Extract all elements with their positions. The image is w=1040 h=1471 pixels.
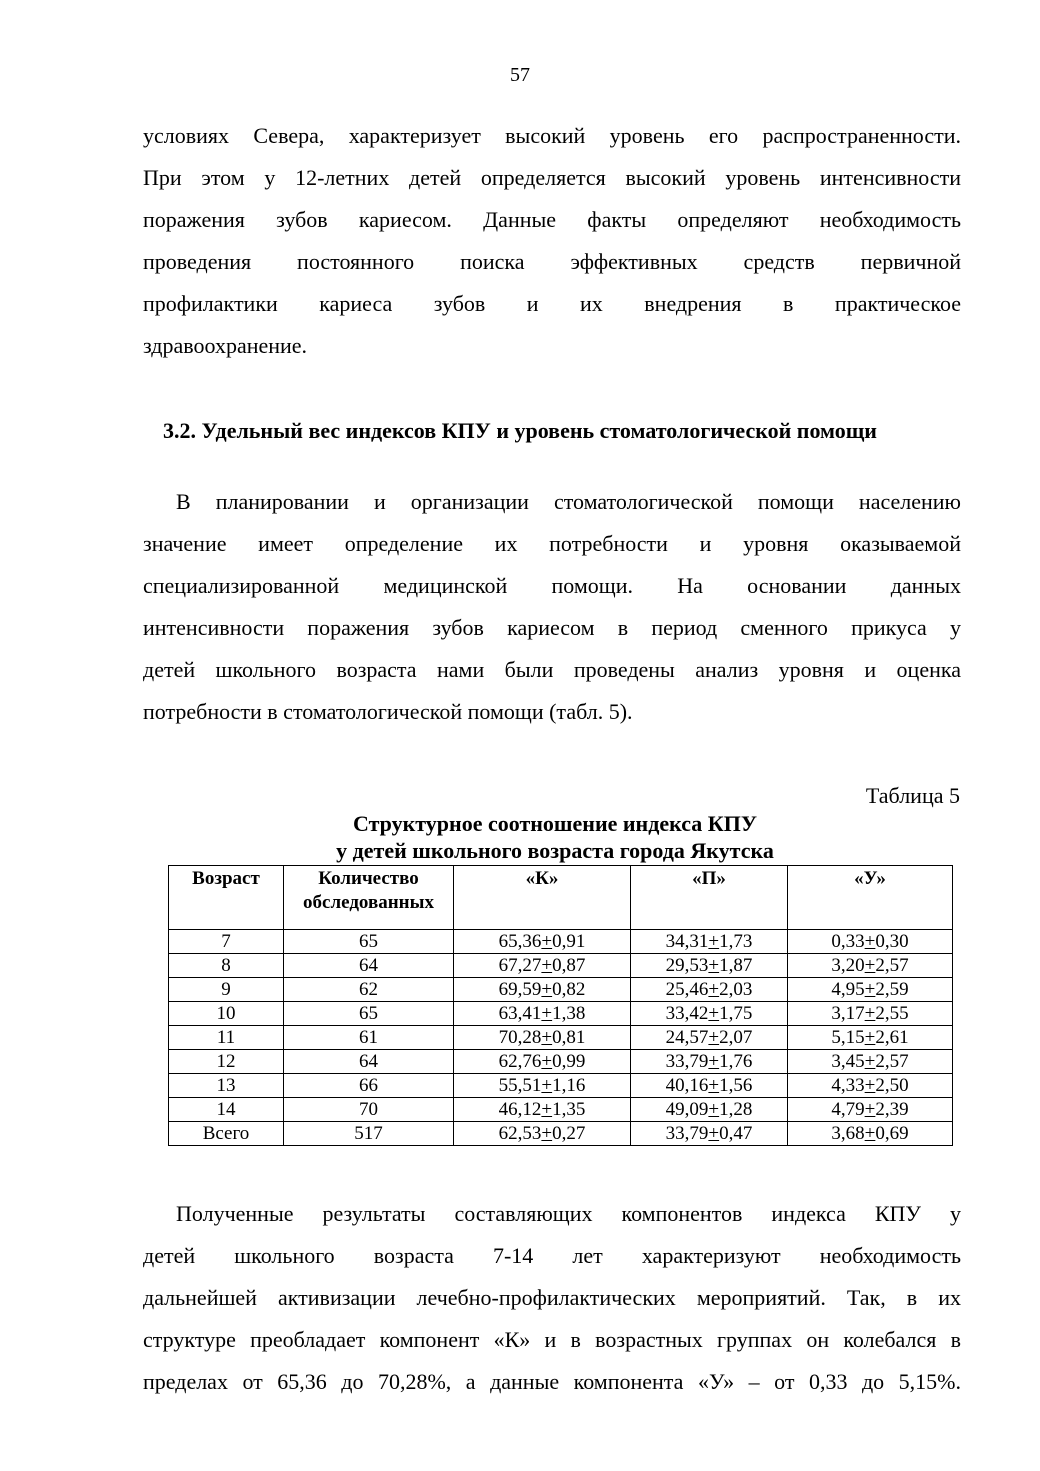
mean-value: 67,27 [498, 955, 542, 976]
plus-minus-sign: + [541, 1099, 553, 1120]
error-value: 2,61 [875, 1027, 909, 1048]
cell-k [454, 1122, 631, 1146]
text-line: детей школьного возраста 7-14 лет характеризуют необходимость [143, 1243, 961, 1268]
error-value: 1,76 [719, 1051, 753, 1072]
mean-value: 5,15 [831, 1027, 865, 1048]
section-heading: 3.2. Удельный вес индексов КПУ и уровень стоматологической помощи [163, 418, 877, 443]
cell-count: 517 [284, 1122, 454, 1146]
mean-value: 4,95 [831, 979, 865, 1000]
cell-u [788, 1050, 953, 1074]
error-value: 0,82 [552, 979, 586, 1000]
mean-value: 62,53 [498, 1123, 542, 1144]
error-value: 1,16 [552, 1075, 586, 1096]
table-title-line: у детей школьного возраста города Якутска [336, 838, 774, 863]
paragraph-1 [143, 121, 961, 373]
table-title-line: Структурное соотношение индекса КПУ [352, 811, 757, 836]
plus-minus-sign: + [541, 931, 553, 952]
error-value: 1,73 [719, 931, 753, 952]
mean-value: 3,45 [831, 1051, 865, 1072]
mean-value: 24,57 [665, 1027, 709, 1048]
mean-value: 0,33 [831, 931, 865, 952]
cell-u [788, 1002, 953, 1026]
plus-minus-sign: + [541, 1003, 553, 1024]
text-line: условиях Севера, характеризует высокий уровень его распространенности. [143, 123, 961, 148]
cell-k [454, 1050, 631, 1074]
plus-minus-sign: + [708, 979, 720, 1000]
text-line: проведения постоянного поиска эффективных средств первичной [143, 249, 961, 274]
mean-value: 40,16 [665, 1075, 709, 1096]
mean-value: 4,79 [831, 1099, 865, 1120]
cell-p [631, 1002, 788, 1026]
text-line: профилактики кариеса зубов и их внедрения в практическое [143, 291, 961, 316]
kpu-table [168, 865, 953, 1146]
cell-u [788, 930, 953, 954]
text-line: пределах от 65,36 до 70,28%, а данные компонента «У» – от 0,33 до 5,15%. [143, 1369, 961, 1394]
plus-minus-sign: + [541, 1027, 553, 1048]
mean-value: 46,12 [498, 1099, 542, 1120]
text-line: значение имеет определение их потребности и уровня оказываемой [143, 531, 961, 556]
cell-k [454, 1074, 631, 1098]
cell-u [788, 1098, 953, 1122]
plus-minus-sign: + [864, 1123, 876, 1144]
cell-u [788, 1074, 953, 1098]
mean-value: 33,79 [665, 1123, 709, 1144]
error-value: 0,87 [552, 955, 586, 976]
mean-value: 3,17 [831, 1003, 865, 1024]
plus-minus-sign: + [864, 979, 876, 1000]
plus-minus-sign: + [864, 1003, 876, 1024]
plus-minus-sign: + [708, 1075, 720, 1096]
error-value: 2,50 [875, 1075, 909, 1096]
cell-count: 65 [284, 930, 454, 954]
cell-k [454, 1002, 631, 1026]
text-line: здравоохранение. [143, 333, 308, 358]
mean-value: 33,42 [665, 1003, 709, 1024]
cell-count: 64 [284, 1050, 454, 1074]
header-age: Возраст [169, 866, 284, 930]
plus-minus-sign: + [708, 955, 720, 976]
text-line: детей школьного возраста нами были проведены анализ уровня и оценка [143, 657, 961, 682]
cell-k [454, 930, 631, 954]
plus-minus-sign: + [541, 1075, 553, 1096]
error-value: 0,27 [552, 1123, 586, 1144]
plus-minus-sign: + [864, 1051, 876, 1072]
error-value: 0,47 [719, 1123, 753, 1144]
cell-age: Всего [169, 1122, 284, 1146]
table-row [169, 930, 953, 954]
error-value: 2,57 [875, 1051, 909, 1072]
text-line: структуре преобладает компонент «К» и в возрастных группах он колебался в [143, 1327, 961, 1352]
paragraph-2 [143, 487, 961, 739]
mean-value: 65,36 [498, 931, 542, 952]
mean-value: 63,41 [498, 1003, 542, 1024]
error-value: 1,28 [719, 1099, 753, 1120]
error-value: 1,35 [552, 1099, 586, 1120]
cell-count: 61 [284, 1026, 454, 1050]
text-line: Полученные результаты составляющих компонентов индекса КПУ у [176, 1201, 961, 1226]
plus-minus-sign: + [541, 1123, 553, 1144]
error-value: 2,59 [875, 979, 909, 1000]
cell-count: 65 [284, 1002, 454, 1026]
cell-p [631, 1050, 788, 1074]
mean-value: 25,46 [665, 979, 709, 1000]
text-line: специализированной медицинской помощи. На основании данных [143, 573, 961, 598]
table-row [169, 954, 953, 978]
cell-k [454, 1098, 631, 1122]
plus-minus-sign: + [541, 955, 553, 976]
cell-age: 8 [169, 954, 284, 978]
mean-value: 33,79 [665, 1051, 709, 1072]
error-value: 1,75 [719, 1003, 753, 1024]
mean-value: 70,28 [498, 1027, 542, 1048]
error-value: 2,03 [719, 979, 753, 1000]
table-row [169, 1122, 953, 1146]
cell-count: 70 [284, 1098, 454, 1122]
mean-value: 49,09 [665, 1099, 709, 1120]
cell-k [454, 954, 631, 978]
cell-p [631, 930, 788, 954]
text-line: дальнейшей активизации лечебно-профилактических мероприятий. Так, в их [143, 1285, 961, 1310]
mean-value: 4,33 [831, 1075, 865, 1096]
error-value: 0,81 [552, 1027, 586, 1048]
plus-minus-sign: + [864, 955, 876, 976]
cell-age: 11 [169, 1026, 284, 1050]
cell-age: 13 [169, 1074, 284, 1098]
plus-minus-sign: + [541, 979, 553, 1000]
text-line: интенсивности поражения зубов кариесом в период сменного прикуса у [143, 615, 961, 640]
mean-value: 62,76 [498, 1051, 542, 1072]
cell-u [788, 1026, 953, 1050]
header-k: «К» [454, 866, 631, 930]
cell-age: 10 [169, 1002, 284, 1026]
plus-minus-sign: + [708, 1003, 720, 1024]
cell-p [631, 978, 788, 1002]
cell-p [631, 1098, 788, 1122]
text-line: При этом у 12-летних детей определяется высокий уровень интенсивности [143, 165, 961, 190]
text-line: В планировании и организации стоматологической помощи населению [176, 489, 961, 514]
plus-minus-sign: + [708, 1051, 720, 1072]
cell-age: 9 [169, 978, 284, 1002]
plus-minus-sign: + [708, 1099, 720, 1120]
table-caption: Таблица 5 [865, 783, 960, 808]
mean-value: 34,31 [665, 931, 709, 952]
paragraph-3 [143, 1199, 961, 1409]
error-value: 2,39 [875, 1099, 909, 1120]
cell-p [631, 1026, 788, 1050]
cell-p [631, 1074, 788, 1098]
plus-minus-sign: + [541, 1051, 553, 1072]
text-line: потребности в стоматологической помощи (табл. 5). [143, 699, 633, 724]
cell-u [788, 978, 953, 1002]
cell-age: 14 [169, 1098, 284, 1122]
cell-age: 12 [169, 1050, 284, 1074]
cell-p [631, 954, 788, 978]
mean-value: 3,20 [831, 955, 865, 976]
mean-value: 55,51 [498, 1075, 542, 1096]
error-value: 1,38 [552, 1003, 586, 1024]
cell-age: 7 [169, 930, 284, 954]
plus-minus-sign: + [708, 931, 720, 952]
plus-minus-sign: + [864, 1099, 876, 1120]
page-number: 57 [510, 64, 530, 86]
table-row [169, 1050, 953, 1074]
table-header-row [169, 866, 953, 930]
header-p: «П» [631, 866, 788, 930]
table-row [169, 1026, 953, 1050]
table-row [169, 978, 953, 1002]
plus-minus-sign: + [864, 1075, 876, 1096]
cell-k [454, 1026, 631, 1050]
mean-value: 29,53 [665, 955, 709, 976]
cell-k [454, 978, 631, 1002]
cell-count: 64 [284, 954, 454, 978]
mean-value: 69,59 [498, 979, 542, 1000]
error-value: 0,69 [875, 1123, 909, 1144]
error-value: 1,56 [719, 1075, 753, 1096]
header-count: Количество обследованных [284, 866, 454, 930]
error-value: 2,07 [719, 1027, 753, 1048]
plus-minus-sign: + [864, 1027, 876, 1048]
error-value: 0,99 [552, 1051, 586, 1072]
plus-minus-sign: + [708, 1123, 720, 1144]
cell-u [788, 1122, 953, 1146]
error-value: 1,87 [719, 955, 753, 976]
table-row [169, 1002, 953, 1026]
table-row [169, 1098, 953, 1122]
mean-value: 3,68 [831, 1123, 865, 1144]
error-value: 2,57 [875, 955, 909, 976]
text-line: поражения зубов кариесом. Данные факты определяют необходимость [143, 207, 961, 232]
table-row [169, 1074, 953, 1098]
plus-minus-sign: + [864, 931, 876, 952]
error-value: 0,91 [552, 931, 586, 952]
cell-p [631, 1122, 788, 1146]
error-value: 0,30 [875, 931, 909, 952]
cell-count: 66 [284, 1074, 454, 1098]
cell-u [788, 954, 953, 978]
header-u: «У» [788, 866, 953, 930]
plus-minus-sign: + [708, 1027, 720, 1048]
error-value: 2,55 [875, 1003, 909, 1024]
cell-count: 62 [284, 978, 454, 1002]
